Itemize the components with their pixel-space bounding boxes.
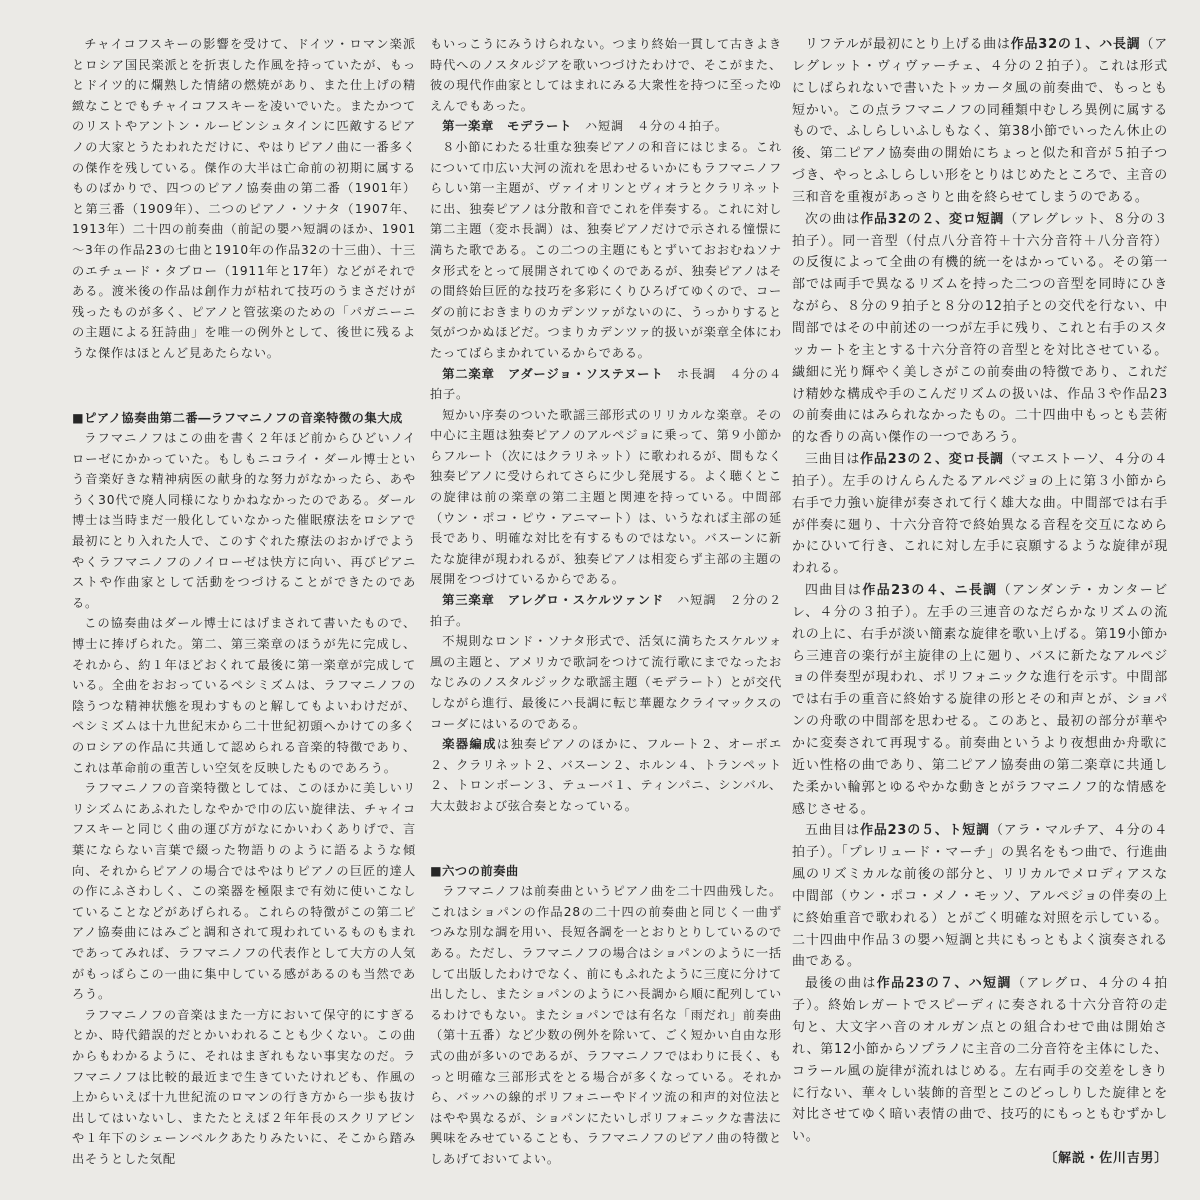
column-right <box>792 34 1168 1170</box>
paragraph-text: 最後の曲は <box>804 976 877 992</box>
movement-key: ハ短調 ２分の２拍子。 <box>430 593 783 628</box>
movement-title: 第三楽章 アレグロ・スケルツァンド <box>442 593 664 608</box>
opus-title: 作品23の５、ト短調 <box>860 823 990 839</box>
section-heading-preludes: ■六つの前奏曲 <box>430 863 519 878</box>
movement-title: 第一楽章 モデラート <box>442 119 573 134</box>
paragraph: ラフマニノフの音楽はまた一方において保守的にすぎるとか、時代錯誤的だとかいわれることも少くない。この曲からもわかるように、それはまぎれもない事実なのだ。ラフマニノフは比較的最近まで生きていたけれども、作風の上からいえば十九世紀流のロマンの行き方から一歩も抜け出してはいないし、またたとえば２年年長のスクリアビンや１年下のシェーンベルクあたりみたいに、そこから踏み出そうとした気配 <box>72 1007 416 1166</box>
spacer <box>430 817 782 861</box>
paragraph: この協奏曲はダール博士にはげまされて書いたもので、博士に捧げられた。第二、第三楽章のほうが先に完成し、それから、約１年ほどおくれて最後に第一楽章が完成している。全曲をおおっているペシミズムは、ラフマニノフの陰うつな精神状態を現わすものと解してもよいわけだが、ペシミズムは十九世紀末から二十世紀初頭へかけての多くのロシアの作品に共通して認められる音楽的特徴であり、これは革命前の重苦しい空気を反映したものであろう。 <box>72 616 416 775</box>
paragraph: 不規則なロンド・ソナタ形式で、活気に満ちたスケルツォ風の主題と、アメリカで歌詞をつけて流行歌にまでなったおなじみのノスタルジックな歌謡主題（モデラート）とが交代しながら進行、最後にハ長調に転じ華麗なクライマックスのコーダにはいるのである。 <box>430 634 782 731</box>
prelude-paragraph-1 <box>792 34 1168 209</box>
orchestration-text: は独奏ピアノのほかに、フルート２、オーボエ２、クラリネット２、バスーン２、ホルン４、トランペット２、トロンボーン３、テューバ１、ティンパニ、シンバル、大太鼓および弦合奏となっている。 <box>430 737 782 813</box>
movement-heading-2 <box>430 364 782 405</box>
orchestration-paragraph <box>430 734 782 816</box>
prelude-paragraph-2 <box>792 209 1168 449</box>
opus-title: 作品32の２、変ロ短調 <box>860 211 1005 227</box>
paragraph: 短かい序奏のついた歌謡三部形式のリリカルな楽章。その中心に主題は独奏ピアノのアルペジョに乗って、第９小節からフルート（次にはクラリネット）に歌われるが、間もなく独奏ピアノに受けられてさらに少し発展する。よく聴くとこの旋律は前の楽章の第二主題と関連を持っている。中間部（ウン・ポコ・ピウ・アニマート）は、いうなれば主部の延長であり、明確な対比を有するものではない。バスーンに新たな旋律が現われるが、独奏ピアノは相変らず主部の主題の展開をつづけているからである。 <box>430 407 782 587</box>
paragraph-text: 五曲目は <box>804 823 861 839</box>
movement-key: ホ長調 ４分の４拍子。 <box>430 366 782 402</box>
orchestration-label: 楽器編成 <box>442 737 497 752</box>
prelude-paragraph-6 <box>792 973 1168 1148</box>
movement-heading-1 <box>430 116 782 137</box>
paragraph-text: （アレグレット・ヴィヴァーチェ、４分の２拍子）。これは形式にしばられないで書いたトッカータ風の前奏曲で、もっとも短かい。この点ラフマニノフの同種類中むしろ異例に属するもので、ふしらしいふしもなく、第38小節でいったん休止の後、第二ピアノ協奏曲の開始にちょっと似た和音が５拍子つづき、やっとふしらしい形をとりはじめたところで、主音の三和音を重複があっさりと曲を終らせてしまうのである。 <box>792 37 1169 205</box>
paragraph: もいっこうにみうけられない。つまり終始一貫して古きよき時代へのノスタルジアを歌いつづけたわけで、そこがまた、彼の現代作曲家としてはまれにみる大衆性を持つに至ったゆえんでもあった。 <box>430 37 782 113</box>
paragraph-text: 四曲目は <box>804 583 863 599</box>
column-middle <box>430 34 782 1169</box>
paragraph-text: （アンダンテ・カンタービレ、４分の３拍子）。左手の三連音のなだらかなリズムの流れの上に、右手が淡い簡素な旋律を歌い上げる。第19小節から三連音の楽行が主旋律の上に廻り、バスに新たなアルペジョの伴奏型が現われ、ポリフォニックな進行を示す。中間部では右手の重音に終始する旋律の形とその和声とが、ショパンの舟歌の中間部を思わせる。このあと、最初の部分が華やかに変奏されて再現する。前奏曲というより夜想曲か舟歌に近い性格の曲であり、第二ピアノ協奏曲の第二楽章に共通した柔かい輪郭とゆるやかな動きとがラフマニノフ的な情感を感じさせる。 <box>792 583 1168 817</box>
paragraph-text: （アラ・マルチア、４分の４拍子）。「プレリュード・マーチ」の異名をもつ曲で、行進曲風のリズミカルな前後の部分と、リリカルでメロディアスな中間部（ウン・ポコ・メノ・モッソ、アルペジョの伴奏の上に終始重音で歌われる）とがごく明確な対照を示している。二十四曲中作品３の嬰ハ短調と共にもっともよく演奏される曲である。 <box>792 823 1169 970</box>
paragraph-text: （アレグロ、４分の４拍子）。終始レガートでスピーディに奏される十六分音符の走句と、大文字ハ音のオルガン点との組合わせで曲は開始され、第12小節からソプラノに主音の二分音符を主体にした、コラール風の旋律が流れはじめる。左右両手の交差をしきりに行ない、華々しい装飾的音型とこのどっしりした旋律とを対比させてゆく暗い表情の曲で、技巧的にもっともむずかしい。 <box>792 976 1168 1145</box>
prelude-paragraph-4 <box>792 580 1168 820</box>
prelude-paragraph-3 <box>792 449 1168 580</box>
paragraph-text: （マエストーソ、４分の４拍子）。左手のけんらんたるアルペジョの上に第３小節から右手で力強い旋律が奏されて行く雄大な曲。中間部では右手が伴奏に廻り、十六分音符で終始異なる音程を交互になめらかにひいて行き、これに対し左手に哀願するような旋律が現われる。 <box>792 452 1168 577</box>
movement-title: 第二楽章 アダージョ・ソステヌート <box>442 366 664 381</box>
paragraph: ラフマニノフはこの曲を書く２年ほど前からひどいノイローゼにかかっていた。もしもニコライ・ダール博士という音楽好きな精神病医の献身的な努力がなかったら、あやうく30代で廃人同様になりかねなかったのである。ダール博士は当時まだ一般化していなかった催眠療法をロシアで最初にとり入れた人で、このすぐれた療法のおかげでようやくラフマニノフのノイローゼは快方に向い、再びピアニストや作曲家として活動をつづけることができたのである。 <box>72 431 416 610</box>
paragraph: ラフマニノフは前奏曲というピアノ曲を二十四曲残した。これはショパンの作品28の二十四の前奏曲と同じく一曲ずつみな別な調を用い、長短各調を一とおりとりしているのである。ただし、ラフマニノフの場合はショパンのように一括して出版したわけでなく、前にもふれたように三度に分けて出したし、またショパンのようにハ長調から順に配列しているわけでもない。またショパンでは有名な「雨だれ」前奏曲（第十五番）など少数の例外を除いて、ごく短かい自由な形式の曲が多いのであるが、ラフマニノフではわりに長く、もっと明確な三部形式をとる場合が多くなっている。それから、バッハの線的ポリフォニーやドイツ流の和声的対位法とはやや異なるが、ショパンにたいしポリフォニックな書法に興味をみせていることも、ラフマニノフのピアノ曲の特徴としあげておいてよい。 <box>430 884 782 1166</box>
section-heading-concerto: ■ピアノ協奏曲第二番―ラフマニノフの音楽特徴の集大成 <box>72 410 403 425</box>
prelude-paragraph-5 <box>792 820 1168 973</box>
paragraph-text: 次の曲は <box>804 211 861 227</box>
paragraph: チャイコフスキーの影響を受けて、ドイツ・ロマン楽派とロシア国民楽派とを折衷した作風を持っていたが、もっとドイツ的に爛熟した情緒の燃焼があり、また仕上げの精緻なことでもチャイコフスキーを凌いでいた。またかつてのリストやアントン・ルービンシュタインに匹敵するピアノの大家とうたわれただけに、やはりピアノ曲に一番多くの傑作を残している。傑作の大半は亡命前の初期に属するものばかりで、四つのピアノ協奏曲の第二番（1901年）と第三番（1909年）、二つのピアノ・ソナタ（1907年、1913年）二十四の前奏曲（前記の嬰ハ短調のほか、1901～3年の作品23の七曲と1910年の作品32の十三曲）、十三のエチュード・タブロー（1911年と17年）などがそれである。渡米後の作品は創作力が枯れて技巧のうまさだけが残ったものが多く、ピアノと管弦楽のための「パガニーニの主題による狂詩曲」を唯一の例外として、後世に残るような傑作はほとんど見あたらない。 <box>72 37 416 360</box>
author-credit: 〔解説・佐川吉男〕 <box>1044 1151 1168 1167</box>
paragraph-text: リフテルが最初にとり上げる曲は <box>804 37 1011 52</box>
paragraph: ラフマニノフの音楽特徴としては、このほかに美しいリリシズムにあふれたしなやかで巾の広い旋律法、チャイコフスキーと同じく曲の運び方がなにかいわくありげで、言葉にならない言葉で綴った物語りのように語るような傾向、それからピアノの場合ではやはりピアノの巨匠的達人の作にふさわしく、この楽器を極限まで有効に使いこなしていることなどがあげられる。これらの特徴がこの第二ピアノ協奏曲にはみごと調和されて現われているものもまれであってみれば、ラフマニノフの代表作として大方の人気がもっぱらこの一曲に集中している感があるのも当然であろう。 <box>72 781 416 1002</box>
movement-key: ハ短調 ４分の４拍子。 <box>572 119 728 134</box>
movement-heading-3 <box>430 590 782 631</box>
paragraph-text: （アレグレット、８分の３拍子）。同一音型（付点八分音符＋十六分音符＋八分音符）の反復によって全曲の有機的統一をはかっている。その第一部では両手で異なるリズムを持った二つの音型を同時にひきながら、８分の９拍子と８分の12拍子との交代を行ない、中間部ではその中前述の一つが左手に残り、これと右手のスタッカートを主とする十六分音符の音型とを対比させている。繊細に光り輝やく美しさがこの前奏曲の特徴であり、これだけ精妙な構成や手のこんだリズムの扱いは、作品３や作品23の前奏曲にはみられなかったもの。二十四曲中もっとも芸術的な香りの高い傑作の一つであろう。 <box>792 211 1169 446</box>
paragraph-text: 三曲目は <box>804 452 861 468</box>
opus-title: 作品32の１、ハ長調 <box>1010 37 1141 52</box>
paragraph: ８小節にわたる壮重な独奏ピアノの和音にはじまる。これについて巾広い大河の流れを思わせるいかにもラフマニノフらしい第一主題が、ヴァイオリンとヴィオラとクラリネットに出、独奏ピアノは分散和音でこれを伴奏する。これに対し第二主題（変ホ長調）は、独奏ピアノだけで示される憧憬に満ちた歌である。この二つの主題にもとずいておおむねソナタ形式をとって展開されてゆくのであるが、独奏ピアノはその間終始巨匠的な技巧を多彩にくりひろげてゆくので、コーダの前におきまりのカデンツァがないのに、うっかりすると気がつかぬほどだ。つまりカデンツァ的扱いが楽章全体にわたってばらまかれているからである。 <box>430 139 782 360</box>
spacer <box>72 364 416 408</box>
opus-title: 作品23の７、ハ短調 <box>876 976 1012 992</box>
column-left <box>72 34 416 1169</box>
opus-title: 作品23の４、ニ長調 <box>862 583 998 599</box>
opus-title: 作品23の２、変ロ長調 <box>860 452 1004 468</box>
